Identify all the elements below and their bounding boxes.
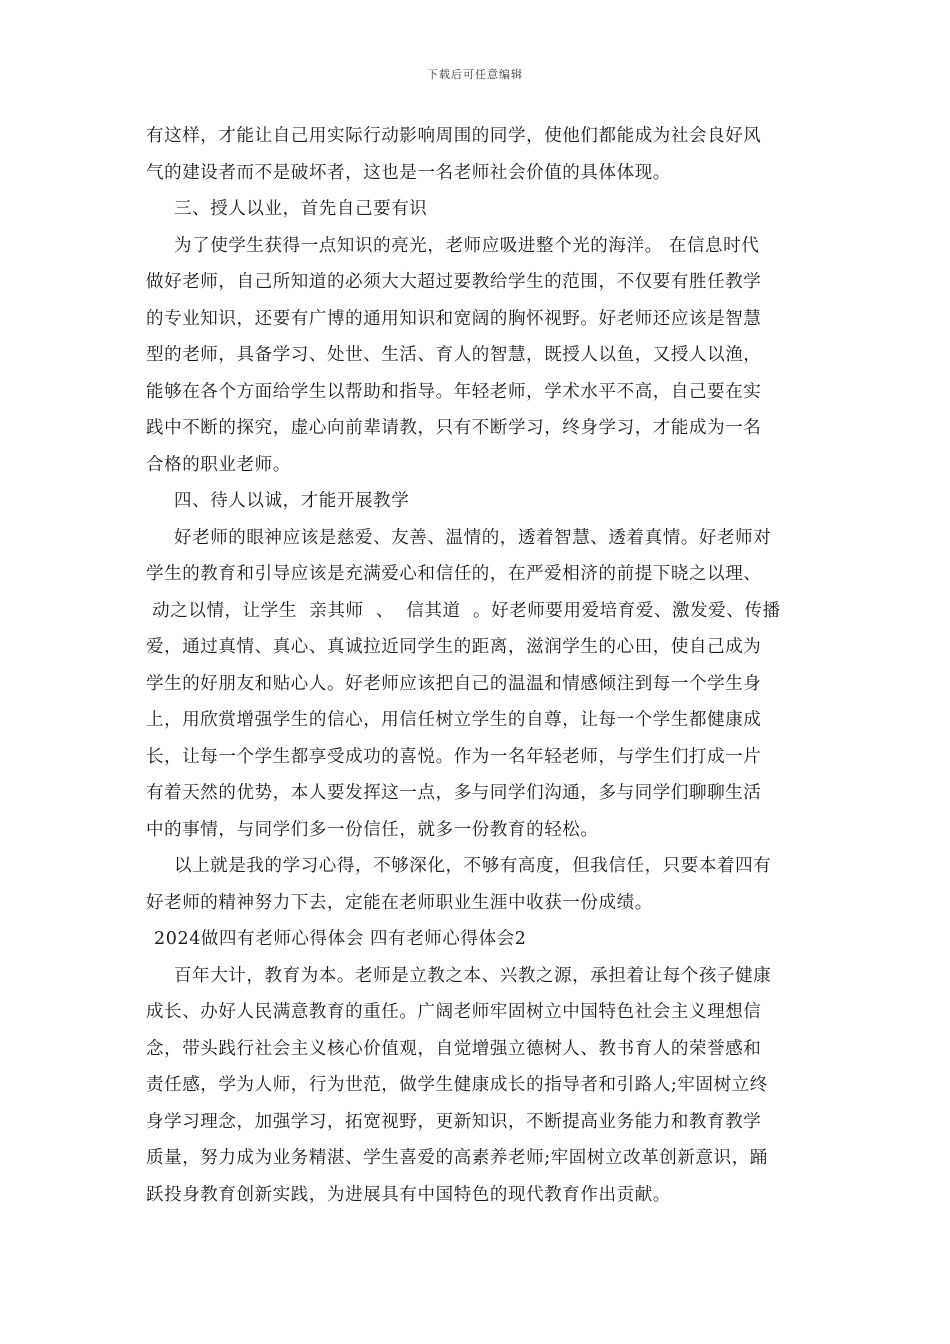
text-line: 上，用欣赏增强学生的信心，用信任树立学生的自尊，让每一个学生都健康成 (146, 710, 762, 730)
text-line: 学生的教育和引导应该是充满爱心和信任的，在严爱相济的前提下晓之以理、 (146, 564, 762, 584)
article-title: 2024做四有老师心得体会 四有老师心得体会2 (154, 929, 527, 949)
text-line: 责任感，学为人师，行为世范，做学生健康成长的指导者和引路人;牢固树立终 (146, 1075, 768, 1095)
text-line: 合格的职业老师。 (146, 454, 291, 475)
text-line: 的专业知识，还要有广博的通用知识和宽阔的胸怀视野。好老师还应该是智慧 (146, 308, 762, 329)
text-line: 百年大计，教育为本。老师是立教之本、兴教之源，承担着让每个孩子健康 (174, 965, 772, 986)
text-line: 中的事情，与同学们多一份信任，就多一份教育的轻松。 (146, 819, 599, 840)
text-line: 做好老师，自己所知道的必须大大超过要教给学生的范围，不仅要有胜任教学 (146, 272, 762, 292)
document-body (146, 118, 814, 1213)
text-line: 爱，通过真情、真心、真诚拉近同学生的距离，滋润学生的心田，使自己成为 (146, 637, 762, 657)
text-line: 动之以情，让学生 亲其师 、 信其道 。好老师要用爱培育爱、激发爱、传播 (146, 600, 781, 621)
text-line: 身学习理念，加强学习，拓宽视野，更新知识，不断提高业务能力和教育教学 (146, 1111, 762, 1132)
text-line: 为了使学生获得一点知识的亮光，老师应吸进整个光的海洋。 在信息时代 (174, 235, 760, 256)
section-heading: 三、授人以业，首先自己要有识 (174, 199, 428, 219)
text-line: 气的建设者而不是破坏者，这也是一名老师社会价值的具体体现。 (146, 162, 671, 183)
text-line: 践中不断的探究，虚心向前辈请教，只有不断学习，终身学习，才能成为一名 (146, 418, 762, 438)
text-line: 型的老师，具备学习、处世、生活、育人的智慧，既授人以鱼，又授人以渔， (146, 345, 762, 365)
section-heading: 四、待人以诚，才能开展教学 (174, 491, 410, 511)
text-line: 有着天然的优势，本人要发挥这一点，多与同学们沟通，多与同学们聊聊生活 (146, 783, 762, 803)
text-line: 好老师的精神努力下去，定能在老师职业生涯中收获一份成绩。 (146, 892, 653, 913)
text-line: 成长、办好人民满意教育的重任。广阔老师牢固树立中国特色社会主义理想信 (146, 1002, 762, 1022)
text-line: 有这样，才能让自己用实际行动影响周围的同学，使他们都能成为社会良好风 (146, 126, 762, 146)
text-line: 念，带头践行社会主义核心价值观，自觉增强立德树人、教书育人的荣誉感和 (146, 1038, 762, 1059)
text-line: 长，让每一个学生都享受成功的喜悦。作为一名年轻老师，与学生们打成一片 (146, 746, 762, 767)
text-line: 学生的好朋友和贴心人。好老师应该把自己的温温和情感倾注到每一个学生身 (146, 673, 762, 694)
text-line: 跃投身教育创新实践，为进展具有中国特色的现代教育作出贡献。 (146, 1184, 671, 1205)
page-header: 下载后可任意编辑 (427, 68, 523, 81)
text-line: 能够在各个方面给学生以帮助和指导。年轻老师，学术水平不高，自己要在实 (146, 381, 762, 402)
text-line: 好老师的眼神应该是慈爱、友善、温情的，透着智慧、透着真情。好老师对 (174, 527, 772, 548)
text-line: 以上就是我的学习心得，不够深化，不够有高度，但我信任，只要本着四有 (174, 856, 772, 876)
text-line: 质量，努力成为业务精湛、学生喜爱的高素养老师;牢固树立改革创新意识，踊 (146, 1148, 768, 1168)
